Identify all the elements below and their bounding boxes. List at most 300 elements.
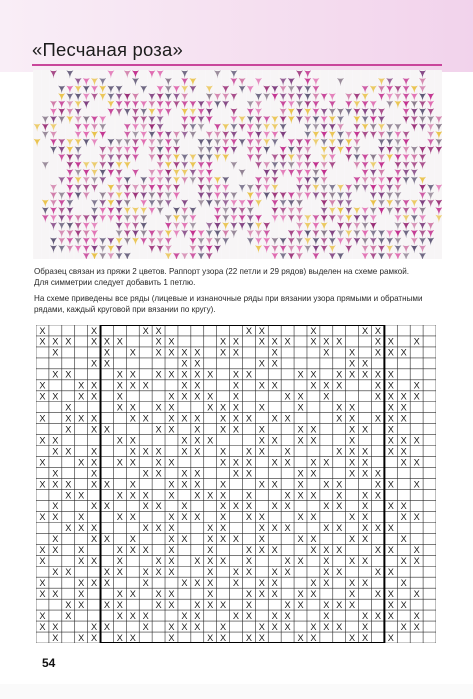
stitch-mark: X [116, 457, 123, 468]
stitch-mark: X [207, 577, 214, 588]
stitch-mark: X [349, 534, 356, 545]
paragraph-line: рядами, каждый круговой при вязании по кругу). [34, 305, 216, 314]
stitch-mark: X [336, 336, 343, 347]
stitch-mark: X [39, 435, 46, 446]
stitch-mark: X [194, 446, 201, 457]
stitch-mark: X [310, 621, 317, 632]
stitch-mark: X [90, 446, 98, 457]
stitch-mark: X [90, 577, 98, 588]
stitch-mark: X [103, 347, 111, 358]
stitch-mark: X [400, 391, 407, 402]
stitch-mark: X [116, 632, 123, 643]
stitch-mark: X [297, 369, 304, 380]
stitch-mark: X [387, 632, 394, 643]
stitch-mark: X [310, 490, 317, 501]
stitch-mark: X [52, 468, 59, 479]
stitch-mark: X [323, 523, 330, 534]
stitch-mark: X [194, 577, 201, 588]
stitch-mark: X [258, 325, 265, 336]
stitch-mark: X [168, 588, 175, 599]
stitch-mark: X [323, 610, 330, 621]
stitch-mark: X [336, 446, 343, 457]
stitch-mark: X [400, 402, 407, 413]
stitch-mark: X [142, 325, 149, 336]
stitch-mark: X [323, 567, 330, 578]
stitch-mark: X [52, 621, 59, 632]
stitch-mark: X [374, 325, 382, 336]
stitch-mark: X [349, 402, 356, 413]
stitch-mark: X [142, 577, 149, 588]
stitch-mark: X [116, 402, 123, 413]
stitch-mark: X [220, 534, 227, 545]
stitch-mark: X [39, 588, 46, 599]
stitch-mark: X [284, 621, 291, 632]
stitch-mark: X [142, 501, 149, 512]
stitch-mark: X [129, 435, 136, 446]
stitch-mark: X [387, 523, 394, 534]
stitch-mark: X [349, 446, 356, 457]
stitch-mark: X [232, 336, 240, 347]
stitch-mark: X [103, 567, 111, 578]
stitch-mark: X [258, 402, 265, 413]
stitch-mark: X [103, 479, 111, 490]
stitch-mark: X [207, 534, 214, 545]
stitch-mark: X [194, 490, 201, 501]
stitch-mark: X [194, 468, 201, 479]
stitch-mark: X [271, 567, 278, 578]
stitch-mark: X [90, 468, 98, 479]
stitch-mark: X [232, 501, 240, 512]
stitch-mark: X [90, 501, 98, 512]
stitch-mark: X [232, 402, 240, 413]
stitch-mark: X [181, 610, 188, 621]
stitch-mark: X [103, 599, 111, 610]
stitch-mark: X [387, 369, 394, 380]
stitch-mark: X [220, 632, 227, 643]
stitch-mark: X [271, 347, 278, 358]
stitch-mark: X [387, 599, 394, 610]
stitch-mark: X [310, 632, 317, 643]
stitch-mark: X [271, 336, 278, 347]
stitch-mark: X [52, 479, 59, 490]
stitch-mark: X [39, 391, 46, 402]
stitch-mark: X [413, 588, 420, 599]
stitch-mark: X [245, 610, 252, 621]
stitch-mark: X [129, 457, 136, 468]
stitch-mark: X [310, 468, 317, 479]
stitch-mark: X [181, 391, 188, 402]
stitch-mark: X [220, 347, 227, 358]
stitch-mark: X [387, 588, 394, 599]
stitch-mark: X [271, 501, 278, 512]
stitch-mark: X [155, 325, 162, 336]
stitch-mark: X [374, 588, 382, 599]
stitch-mark: X [168, 490, 175, 501]
stitch-mark: X [323, 457, 330, 468]
stitch-mark: X [129, 610, 136, 621]
stitch-mark: X [284, 391, 291, 402]
stitch-mark: X [129, 347, 136, 358]
stitch-mark: X [155, 336, 162, 347]
stitch-mark: X [78, 599, 85, 610]
stitch-mark: X [284, 446, 291, 457]
stitch-mark: X [142, 545, 149, 556]
stitch-mark: X [387, 347, 394, 358]
stitch-mark: X [78, 632, 85, 643]
stitch-mark: X [336, 479, 343, 490]
stitch-mark: X [90, 457, 98, 468]
stitch-mark: X [116, 435, 123, 446]
stitch-mark: X [39, 556, 46, 567]
stitch-mark: X [129, 490, 136, 501]
stitch-mark: X [232, 468, 240, 479]
stitch-mark: X [39, 479, 46, 490]
stitch-mark: X [349, 435, 356, 446]
stitch-mark: X [258, 577, 265, 588]
stitch-mark: X [349, 457, 356, 468]
stitch-mark: X [181, 435, 188, 446]
stitch-mark: X [207, 599, 214, 610]
stitch-mark: X [129, 545, 136, 556]
stitch-mark: X [284, 523, 291, 534]
stitch-mark: X [129, 512, 136, 523]
stitch-mark: X [103, 621, 111, 632]
stitch-mark: X [310, 369, 317, 380]
stitch-mark: X [207, 391, 214, 402]
stitch-mark: X [258, 358, 265, 369]
stitch-mark: X [387, 610, 394, 621]
stitch-mark: X [258, 588, 265, 599]
stitch-mark: X [207, 588, 214, 599]
stitch-mark: X [284, 599, 291, 610]
stitch-mark: X [155, 588, 162, 599]
stitch-mark: X [245, 599, 252, 610]
stitch-mark: X [336, 380, 343, 391]
stitch-mark: X [116, 556, 123, 567]
stitch-mark: X [284, 413, 291, 424]
stitch-mark: X [245, 512, 252, 523]
stitch-mark: X [297, 599, 304, 610]
stitch-mark: X [52, 512, 59, 523]
stitch-mark: X [155, 424, 162, 435]
stitch-mark: X [207, 369, 214, 380]
stitch-mark: X [78, 545, 85, 556]
stitch-mark: X [220, 621, 227, 632]
stitch-mark: X [374, 468, 382, 479]
stitch-mark: X [116, 567, 123, 578]
stitch-mark: X [52, 534, 59, 545]
stitch-mark: X [349, 424, 356, 435]
stitch-mark: X [271, 457, 278, 468]
stitch-mark: X [142, 610, 149, 621]
stitch-mark: X [297, 534, 304, 545]
stitch-mark: X [116, 588, 123, 599]
stitch-mark: X [181, 621, 188, 632]
stitch-mark: X [168, 567, 175, 578]
stitch-mark: X [232, 424, 240, 435]
stitch-mark: X [349, 588, 356, 599]
stitch-mark: X [155, 567, 162, 578]
stitch-mark: X [400, 621, 407, 632]
stitch-mark: X [65, 369, 72, 380]
stitch-mark: X [155, 468, 162, 479]
stitch-mark: X [349, 358, 356, 369]
stitch-mark: X [168, 369, 175, 380]
stitch-mark: X [297, 402, 304, 413]
stitch-mark: X [271, 621, 278, 632]
stitch-mark: X [400, 435, 407, 446]
stitch-mark: X [78, 391, 85, 402]
stitch-mark: X [297, 468, 304, 479]
stitch-mark: X [258, 534, 265, 545]
stitch-mark: X [129, 413, 136, 424]
stitch-mark: X [361, 523, 369, 534]
stitch-mark: X [271, 588, 278, 599]
stitch-mark: X [65, 610, 72, 621]
stitch-mark: X [310, 435, 317, 446]
stitch-mark: X [284, 490, 291, 501]
stitch-mark: X [78, 457, 85, 468]
stitch-mark: X [258, 446, 265, 457]
stitch-mark: X [400, 457, 407, 468]
stitch-mark: X [387, 402, 394, 413]
stitch-mark: X [78, 490, 85, 501]
stitch-mark: X [103, 534, 111, 545]
stitch-mark: X [220, 479, 227, 490]
stitch-mark: X [258, 380, 265, 391]
stitch-mark: X [168, 523, 175, 534]
stitch-mark: X [413, 336, 420, 347]
stitch-mark: X [400, 577, 407, 588]
stitch-mark: X [116, 512, 123, 523]
stitch-mark: X [349, 413, 356, 424]
stitch-mark: X [220, 446, 227, 457]
stitch-mark: X [310, 457, 317, 468]
stitch-mark: X [374, 567, 382, 578]
stitch-mark: X [155, 523, 162, 534]
stitch-mark: X [116, 599, 123, 610]
stitch-mark: X [413, 391, 420, 402]
stitch-mark: X [413, 621, 420, 632]
stitch-mark: X [284, 567, 291, 578]
stitch-mark: X [232, 413, 240, 424]
stitch-mark: X [65, 479, 72, 490]
stitch-mark: X [194, 369, 201, 380]
page-title: «Песчаная роза» [32, 39, 183, 60]
stitch-mark: X [413, 457, 420, 468]
stitch-mark: X [232, 534, 240, 545]
stitch-mark: X [297, 512, 304, 523]
stitch-mark: X [220, 599, 227, 610]
stitch-mark: X [194, 424, 201, 435]
stitch-mark: X [232, 391, 240, 402]
stitch-mark: X [374, 391, 382, 402]
stitch-mark: X [90, 358, 98, 369]
paragraph-line: Для симметрии следует добавить 1 петлю. [34, 278, 196, 287]
stitch-mark: X [90, 380, 98, 391]
stitch-mark: X [129, 446, 136, 457]
stitch-mark: X [374, 545, 382, 556]
stitch-mark: X [181, 577, 188, 588]
stitch-mark: X [194, 479, 201, 490]
stitch-mark: X [400, 501, 407, 512]
stitch-mark: X [336, 567, 343, 578]
stitch-mark: X [168, 556, 175, 567]
stitch-mark: X [297, 435, 304, 446]
stitch-mark: X [194, 358, 201, 369]
stitch-mark: X [271, 380, 278, 391]
stitch-mark: X [168, 599, 175, 610]
stitch-mark: X [297, 424, 304, 435]
stitch-mark: X [323, 599, 330, 610]
stitch-mark: X [310, 325, 317, 336]
stitch-mark: X [258, 479, 265, 490]
stitch-mark: X [361, 468, 369, 479]
stitch-mark: X [142, 523, 149, 534]
stitch-mark: X [90, 556, 98, 567]
stitch-mark: X [39, 512, 46, 523]
stitch-mark: X [194, 435, 201, 446]
stitch-mark: X [103, 577, 111, 588]
stitch-mark: X [194, 413, 201, 424]
stitch-mark: X [220, 501, 227, 512]
stitch-mark: X [374, 369, 382, 380]
stitch-mark: X [90, 424, 98, 435]
stitch-mark: X [310, 534, 317, 545]
stitch-mark: X [361, 490, 369, 501]
stitch-mark: X [400, 413, 407, 424]
stitch-mark: X [103, 424, 111, 435]
stitch-mark: X [155, 599, 162, 610]
stitch-mark: X [90, 336, 98, 347]
stitch-mark: X [387, 424, 394, 435]
stitch-mark: X [168, 413, 175, 424]
stitch-mark: X [245, 490, 252, 501]
stitch-mark: X [116, 545, 123, 556]
stitch-mark: X [207, 545, 214, 556]
stitch-mark: X [181, 413, 188, 424]
stitch-mark: X [245, 545, 252, 556]
stitch-mark: X [207, 490, 214, 501]
footer-band [0, 684, 473, 699]
stitch-mark: X [65, 402, 72, 413]
stitch-mark: X [39, 325, 46, 336]
stitch-mark: X [413, 556, 420, 567]
stitch-mark: X [245, 588, 252, 599]
stitch-mark: X [207, 632, 214, 643]
stitch-mark: X [336, 413, 343, 424]
stitch-mark: X [39, 413, 46, 424]
stitch-mark: X [297, 391, 304, 402]
stitch-mark: X [168, 621, 175, 632]
stitch-mark: X [168, 512, 175, 523]
stitch-mark: X [258, 512, 265, 523]
stitch-mark: X [400, 347, 407, 358]
stitch-mark: X [336, 599, 343, 610]
stitch-mark: X [142, 446, 149, 457]
stitch-mark: X [194, 512, 201, 523]
stitch-mark: X [387, 413, 394, 424]
stitch-mark: X [116, 610, 123, 621]
stitch-mark: X [129, 588, 136, 599]
stitch-mark: X [374, 347, 382, 358]
stitch-mark: X [323, 501, 330, 512]
title-bar [32, 38, 442, 66]
stitch-mark: X [232, 457, 240, 468]
stitch-mark: X [258, 336, 265, 347]
stitch-mark: X [103, 501, 111, 512]
stitch-mark: X [245, 632, 252, 643]
stitch-mark: X [374, 479, 382, 490]
stitch-mark: X [78, 588, 85, 599]
stitch-mark: X [129, 380, 136, 391]
stitch-mark: X [194, 621, 201, 632]
paragraph-line: Образец связан из пряжи 2 цветов. Раппорт узора (22 петли и 29 рядов) выделен на схеме рамкой. [34, 267, 409, 276]
stitch-mark: X [181, 446, 188, 457]
stitch-mark: X [39, 336, 46, 347]
stitch-mark: X [361, 369, 369, 380]
stitch-mark: X [258, 523, 265, 534]
stitch-mark: X [361, 501, 369, 512]
stitch-mark: X [271, 523, 278, 534]
stitch-mark: X [116, 380, 123, 391]
stitch-mark: X [284, 556, 291, 567]
stitch-mark: X [103, 336, 111, 347]
stitch-mark: X [258, 545, 265, 556]
stitch-mark: X [284, 336, 291, 347]
stitch-mark: X [129, 632, 136, 643]
stitch-mark: X [65, 523, 72, 534]
stitch-mark: X [387, 567, 394, 578]
stitch-mark: X [271, 358, 278, 369]
stitch-mark: X [90, 325, 98, 336]
stitch-mark: X [168, 336, 175, 347]
stitch-mark: X [168, 479, 175, 490]
stitch-mark: X [155, 402, 162, 413]
stitch-mark: X [142, 468, 149, 479]
stitch-mark: X [181, 501, 188, 512]
stitch-mark: X [387, 479, 394, 490]
stitch-mark: X [65, 567, 72, 578]
stitch-mark: X [245, 446, 252, 457]
stitch-mark: X [271, 545, 278, 556]
stitch-mark: X [52, 369, 59, 380]
stitch-mark: X [297, 588, 304, 599]
stitch-mark: X [374, 380, 382, 391]
stitch-mark: X [142, 567, 149, 578]
stitch-mark: X [65, 413, 72, 424]
stitch-mark: X [194, 391, 201, 402]
stitch-mark: X [374, 523, 382, 534]
stitch-mark: X [129, 402, 136, 413]
stitch-mark: X [232, 577, 240, 588]
stitch-mark: X [194, 556, 201, 567]
stitch-mark: X [323, 556, 330, 567]
stitch-mark: X [349, 468, 356, 479]
stitch-mark: X [245, 369, 252, 380]
stitch-mark: X [245, 325, 252, 336]
stitch-mark: X [400, 599, 407, 610]
stitch-mark: X [361, 457, 369, 468]
stitch-mark: X [349, 512, 356, 523]
stitch-mark: X [310, 545, 317, 556]
stitch-mark: X [220, 402, 227, 413]
stitch-mark: X [220, 424, 227, 435]
stitch-mark: X [387, 380, 394, 391]
stitch-mark: X [349, 632, 356, 643]
stitch-mark: X [310, 577, 317, 588]
stitch-mark: X [52, 545, 59, 556]
